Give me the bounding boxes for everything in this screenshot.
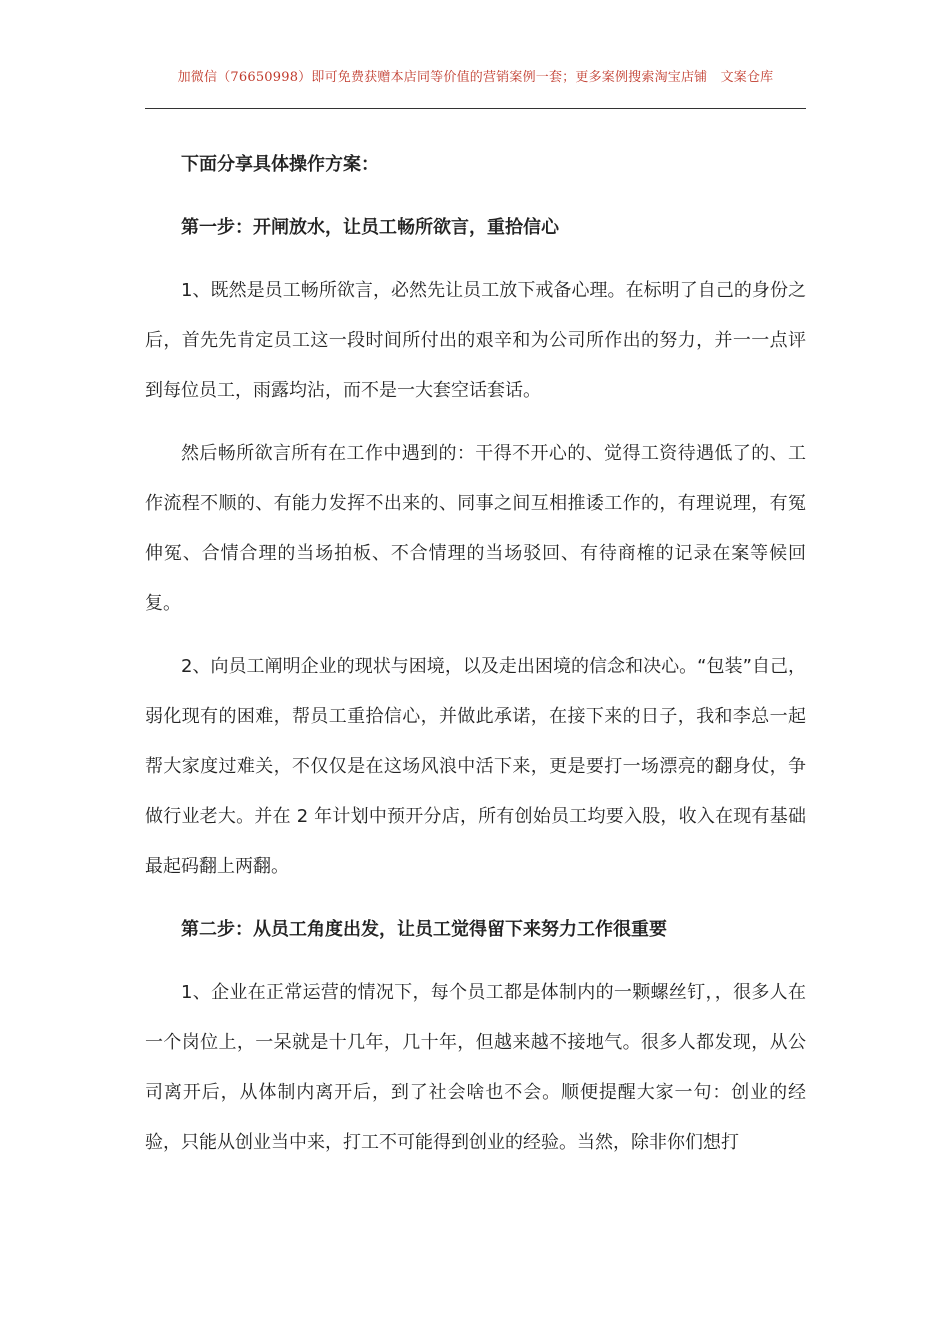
step1-paragraph-2: 然后畅所欲言所有在工作中遇到的：干得不开心的、觉得工资待遇低了的、工作流程不顺的、有能力发挥不出来的、同事之间互相推诿工作的，有理说理，有冤伸冤、合情合理的当场拍板、不合情理的当场驳回、有待商榷的记录在案等候回复。 xyxy=(145,443,806,614)
step1-paragraph-1: 1、既然是员工畅所欲言，必然先让员工放下戒备心理。在标明了自己的身份之后，首先先肯定员工这一段时间所付出的艰辛和为公司所作出的努力，并一一点评到每位员工，雨露均沾，而不是一大套空话套话。 xyxy=(145,280,806,401)
spacer xyxy=(145,190,806,203)
spacer xyxy=(145,253,806,266)
document-body xyxy=(145,140,806,1168)
header-divider xyxy=(145,108,806,109)
step2-paragraph-1: 1、企业在正常运营的情况下，每个员工都是体制内的一颗螺丝钉，，很多人在一个岗位上，一呆就是十几年，几十年，但越来越不接地气。很多人都发现，从公司离开后，从体制内离开后，到了社会啥也不会。顺便提醒大家一句：创业的经验，只能从创业当中来，打工不可能得到创业的经验。当然，除非你们想打 xyxy=(145,982,806,1153)
intro-heading: 下面分享具体操作方案： xyxy=(181,154,379,175)
header-notice: 加微信（76650998）即可免费获赠本店同等价值的营销案例一套；更多案例搜索淘宝店铺 文案仓库 xyxy=(177,70,774,85)
step1-heading: 第一步：开闸放水，让员工畅所欲言，重拾信心 xyxy=(181,217,559,238)
step2-heading: 第二步：从员工角度出发，让员工觉得留下来努力工作很重要 xyxy=(181,919,667,940)
spacer xyxy=(145,629,806,642)
spacer xyxy=(145,892,806,905)
spacer xyxy=(145,955,806,968)
step1-paragraph-3: 2、向员工阐明企业的现状与困境，以及走出困境的信念和决心。“包装”自己，弱化现有的困难，帮员工重拾信心，并做此承诺，在接下来的日子，我和李总一起帮大家度过难关，不仅仅是在这场风浪中活下来，更是要打一场漂亮的翻身仗，争做行业老大。并在 2 年计划中预开分店，所有创始员工均要入股，收入在现有基础最起码翻上两翻。 xyxy=(145,656,806,877)
spacer xyxy=(145,416,806,429)
